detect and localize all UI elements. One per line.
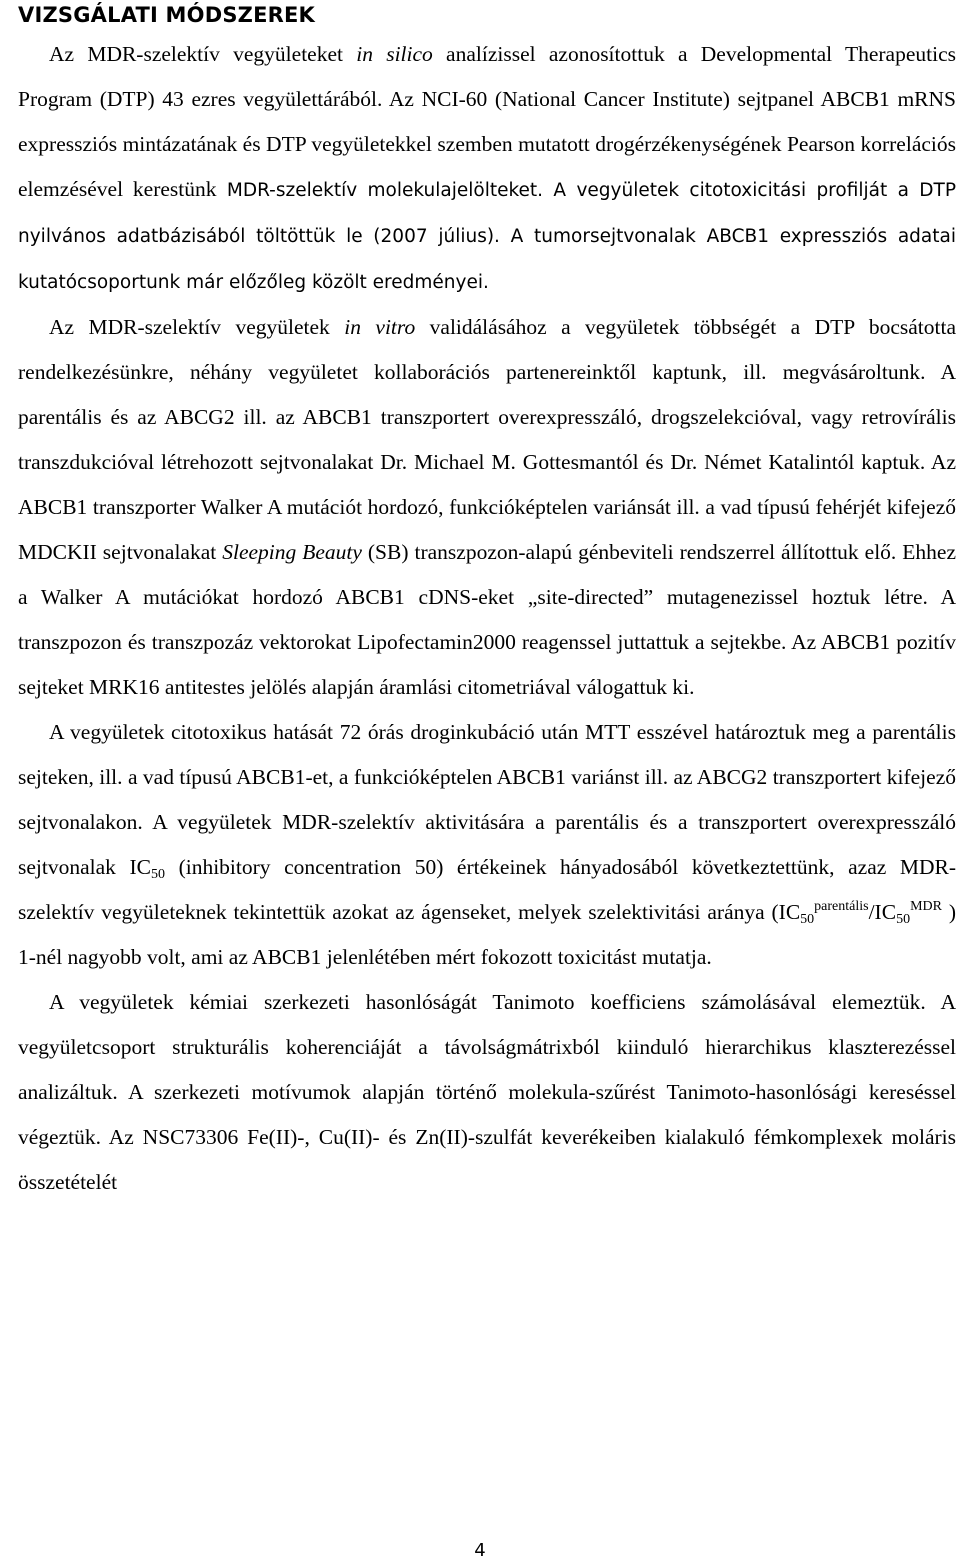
paragraph-3 (18, 710, 956, 980)
paragraph-1 (18, 32, 956, 305)
p2-text-b: validálásához a vegyületek többségét a DTP bocsátotta rendelkezésünkre, néhány vegyületet kollaborációs partenereinktől kaptunk, ill. megvásároltunk. A parentális és az ABCG2 ill. az ABCB1 transzportert overexpresszáló, drogszelekcióval, vagy retrovírális transzdukcióval létrehozott sejtvonalakat Dr. Michael M. Gottesmantól és Dr. Német Katalintól kaptuk. Az ABCB1 transzporter Walker A mutációt hordozó, funkcióképtelen variánsát ill. a vad típusú fehérjét kifejező MDCKII sejtvonalakat (18, 315, 957, 564)
p1-italic-in-silico: in silico (356, 42, 433, 66)
p3-superscript-parentalis: parentális (814, 899, 869, 914)
p1-sans-sentence-2: MDR-szelektív molekulajelölteket. (216, 180, 544, 201)
p2-italic-sleeping-beauty: Sleeping Beauty (222, 540, 362, 564)
p3-subscript-50-c: 50 (896, 912, 911, 927)
p1-sans-sentence-4: A tumorsejtvonalak ABCB1 expressziós adatai kutatócsoportunk már előzőleg közölt eredményei. (18, 226, 956, 293)
p1-text-b: analízissel azonosítottuk a Developmental Therapeutics Program (DTP) 43 ezres vegyülettárából. Az NCI-60 (National Cancer Institute) sejtpanel ABCB1 mRNS expressziós mintázatának és DTP vegyületekkel szemben mutatott drogérzékenységének Pearson korrelációs elemzésével kerestünk (18, 42, 956, 201)
p3-subscript-50: 50 (151, 867, 165, 882)
document-page (18, 0, 956, 1205)
p1-sans-sentence-3: A vegyületek citotoxicitási profilját a DTP nyilvános adatbázisából töltöttük le (2007 július). (18, 180, 956, 247)
paragraph-4 (18, 980, 956, 1205)
p4-text: A vegyületek kémiai szerkezeti hasonlóságát Tanimoto koefficiens számolásával elemeztük. A vegyületcsoport strukturális koherenciáját a távolságmátrixból kiinduló hierarchikus klaszterezéssel analizáltuk. A szerkezeti motívumok alapján történő molekula-szűrést Tanimoto-hasonlósági kereséssel végeztük. Az NSC73306 Fe(II)-, Cu(II)- és Zn(II)-szulfát keverékeiben kialakuló fémkomplexek moláris összetételét (18, 990, 956, 1194)
p3-text-c: /IC (868, 900, 897, 924)
p2-text-c: (SB) transzpozon-alapú génbeviteli rendszerrel állítottuk elő. Ehhez a Walker A mutációkat hordozó ABCB1 cDNS-eket „site-directed” mutagenezissel hoztuk létre. A transzpozon és transzpozáz vektorokat Lipofectamin2000 reagenssel juttattuk a sejtekbe. Az ABCB1 pozitív sejteket MRK16 antitestes jelölés alapján áramlási citometriával válogattuk ki. (18, 540, 956, 699)
p3-subscript-50-b: 50 (800, 912, 815, 927)
p3-superscript-mdr: MDR (910, 899, 942, 914)
p3-text-a: A vegyületek citotoxikus hatását 72 órás droginkubáció után MTT esszével határoztuk meg a parentális sejteken, ill. a vad típusú ABCB1-et, a funkcióképtelen ABCB1 variánst ill. az ABCG2 transzportert kifejező sejtvonalakon. A vegyületek MDR-szelektív aktivitására a parentális és a transzportert overexpresszáló sejtvonalak IC (18, 720, 956, 879)
p2-text-a: Az MDR-szelektív vegyületek (49, 315, 345, 339)
section-heading: VIZSGÁLATI MÓDSZEREK (18, 3, 316, 27)
p3-text-d: ) 1-nél nagyobb volt, ami az ABCB1 jelenlétében mért fokozott toxicitást mutatja. (18, 900, 956, 969)
page-number: 4 (474, 1540, 486, 1561)
p1-text-a: Az MDR-szelektív vegyületeket (49, 42, 357, 66)
p2-italic-in-vitro: in vitro (344, 315, 416, 339)
paragraph-2 (18, 305, 956, 710)
p3-text-b: (inhibitory concentration 50) értékeinek hányadosából következtettünk, azaz MDR-szelektív vegyületeknek tekintettük azokat az ágenseket, melyek szelektivitási aránya (IC (18, 855, 956, 924)
